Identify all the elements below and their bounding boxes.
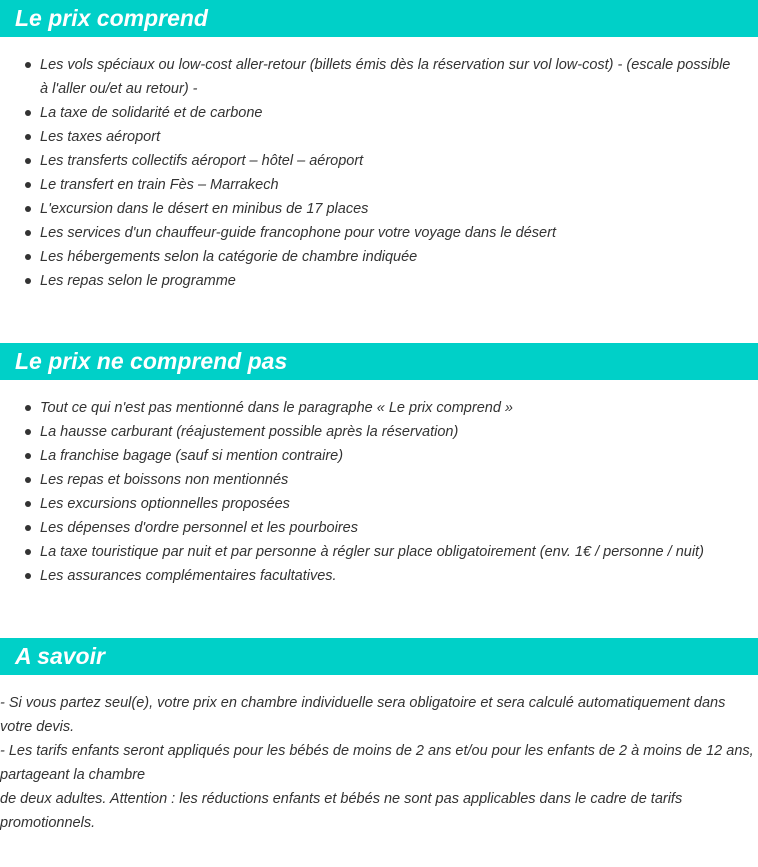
excludes-list — [0, 396, 758, 588]
includes-list — [0, 53, 758, 293]
bullet-icon — [25, 501, 31, 507]
bullet-icon — [25, 110, 31, 116]
list-item: Les transferts collectifs aéroport – hôtel – aéroport — [0, 149, 758, 173]
bullet-icon — [25, 206, 31, 212]
info-line: - Les tarifs enfants seront appliqués pour les bébés de moins de 2 ans et/ou pour les enfants de 2 à moins de 12 ans, partageant la chambre — [0, 743, 754, 783]
list-item: Les dépenses d'ordre personnel et les pourboires — [0, 516, 758, 540]
bullet-icon — [25, 549, 31, 555]
bullet-icon — [25, 573, 31, 579]
section-title-info: A savoir — [0, 638, 758, 675]
bullet-icon — [25, 158, 31, 164]
list-item: Les repas et boissons non mentionnés — [0, 468, 758, 492]
bullet-icon — [25, 429, 31, 435]
bullet-icon — [25, 477, 31, 483]
list-item: La taxe de solidarité et de carbone — [0, 101, 758, 125]
info-line: de deux adultes. Attention : les réductions enfants et bébés ne sont pas applicables dans le cadre de tarifs promotionnels. — [0, 791, 683, 831]
list-item: La franchise bagage (sauf si mention contraire) — [0, 444, 758, 468]
bullet-icon — [25, 134, 31, 140]
section-title-includes: Le prix comprend — [0, 0, 758, 37]
list-item: L'excursion dans le désert en minibus de 17 places — [0, 197, 758, 221]
bullet-icon — [25, 278, 31, 284]
bullet-icon — [25, 453, 31, 459]
bullet-icon — [25, 182, 31, 188]
list-item: Les hébergements selon la catégorie de chambre indiquée — [0, 245, 758, 269]
list-item: Les taxes aéroport — [0, 125, 758, 149]
bullet-icon — [25, 230, 31, 236]
info-line: - Si vous partez seul(e), votre prix en chambre individuelle sera obligatoire et sera calculé automatiquement dans votre devis. — [0, 695, 726, 735]
list-item: La taxe touristique par nuit et par personne à régler sur place obligatoirement (env. 1€ / personne / nuit) — [0, 540, 758, 564]
list-item: Les services d'un chauffeur-guide francophone pour votre voyage dans le désert — [0, 221, 758, 245]
section-title-excludes: Le prix ne comprend pas — [0, 343, 758, 380]
list-item: La hausse carburant (réajustement possible après la réservation) — [0, 420, 758, 444]
list-item: Le transfert en train Fès – Marrakech — [0, 173, 758, 197]
bullet-icon — [25, 254, 31, 260]
bullet-icon — [25, 525, 31, 531]
info-text — [0, 691, 758, 835]
list-item: Les vols spéciaux ou low-cost aller-retour (billets émis dès la réservation sur vol low-cost) - (escale possible à l'aller ou/et au retour) - — [0, 53, 758, 101]
list-item: Les excursions optionnelles proposées — [0, 492, 758, 516]
bullet-icon — [25, 405, 31, 411]
bullet-icon — [25, 62, 31, 68]
list-item: Tout ce qui n'est pas mentionné dans le paragraphe « Le prix comprend » — [0, 396, 758, 420]
list-item: Les repas selon le programme — [0, 269, 758, 293]
list-item: Les assurances complémentaires facultatives. — [0, 564, 758, 588]
